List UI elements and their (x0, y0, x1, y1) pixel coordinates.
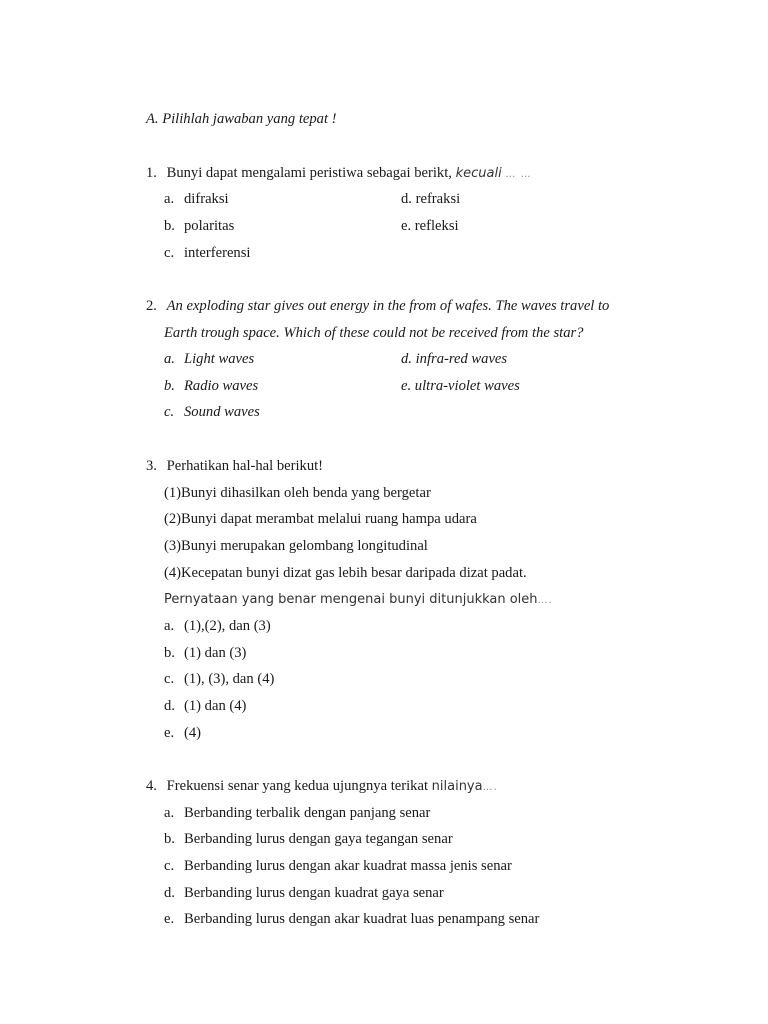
question-text-tail: nilainya (431, 779, 483, 794)
option-letter: c. (164, 245, 175, 261)
option-text: polaritas (184, 218, 235, 234)
question-2 (146, 297, 609, 315)
question-ellipsis: …. (482, 782, 498, 793)
question-emphasis: kecuali (455, 166, 502, 181)
option-letter: b. (164, 831, 175, 847)
q3-option-a (164, 617, 271, 635)
q2-option-c (164, 403, 260, 421)
option-text: Berbanding lurus dengan gaya tegangan senar (184, 831, 453, 847)
option-letter: a. (164, 191, 175, 207)
question-ellipsis: …. (537, 595, 553, 606)
option-text: (1) dan (3) (184, 645, 247, 661)
question-1 (146, 164, 532, 184)
option-letter: c. (164, 858, 175, 874)
option-letter: e. (164, 725, 175, 741)
option-text: difraksi (184, 191, 229, 207)
option-letter: a. (164, 805, 175, 821)
question-number: 1. (146, 165, 157, 181)
question-text: Bunyi dapat mengalami peristiwa sebagai berikt, (166, 165, 456, 181)
option-letter: c. (164, 671, 175, 687)
q1-option-d (401, 190, 460, 208)
option-text: interferensi (184, 245, 251, 261)
q2-option-b (164, 377, 258, 395)
option-letter: e. (164, 911, 175, 927)
q2-option-d (401, 350, 507, 368)
option-text: infra-red waves (415, 351, 508, 367)
q3-option-c (164, 670, 274, 688)
option-letter: b. (164, 378, 175, 394)
option-letter: d. (401, 191, 412, 207)
question-ellipsis: … … (505, 169, 532, 180)
question-number: 3. (146, 458, 157, 474)
question-number: 4. (146, 778, 157, 794)
question-3 (146, 457, 323, 475)
option-text: (4) (184, 725, 202, 741)
option-letter: a. (164, 618, 175, 634)
q3-option-b (164, 644, 246, 662)
q1-option-e (401, 217, 459, 235)
question-text-line-2: Earth trough space. Which of these could not be received from the star? (164, 325, 584, 341)
option-letter: b. (164, 645, 175, 661)
q1-option-c (164, 244, 250, 262)
option-text: refraksi (415, 191, 461, 207)
option-text: Berbanding lurus dengan akar kuadrat luas penampang senar (184, 911, 540, 927)
option-letter: a. (164, 351, 175, 367)
question-number: 2. (146, 298, 157, 314)
option-text: Berbanding lurus dengan akar kuadrat massa jenis senar (184, 858, 512, 874)
option-letter: b. (164, 218, 175, 234)
option-text: Sound waves (184, 404, 260, 420)
question-text-line-1: An exploding star gives out energy in the from of wafes. The waves travel to (166, 298, 610, 314)
q2-option-a (164, 350, 254, 368)
q3-statement-4: (4)Kecepatan bunyi dizat gas lebih besar daripada dizat padat. (164, 565, 527, 581)
q4-option-c (164, 857, 512, 875)
q1-option-b (164, 217, 234, 235)
option-letter: d. (164, 698, 175, 714)
q3-option-e (164, 724, 201, 742)
option-text: Berbanding terbalik dengan panjang senar (184, 805, 431, 821)
section-title: A. Pilihlah jawaban yang tepat ! (146, 111, 337, 127)
q3-statement-1: (1)Bunyi dihasilkan oleh benda yang bergetar (164, 485, 431, 501)
option-text: (1) dan (4) (184, 698, 247, 714)
option-text: (1),(2), dan (3) (184, 618, 271, 634)
option-text: Radio waves (184, 378, 259, 394)
question-prompt: Pernyataan yang benar mengenai bunyi ditunjukkan oleh (164, 592, 538, 607)
option-letter: d. (164, 885, 175, 901)
q3-prompt (164, 590, 553, 610)
q1-option-a (164, 190, 229, 208)
q3-statement-2: (2)Bunyi dapat merambat melalui ruang hampa udara (164, 511, 477, 527)
option-text: ultra-violet waves (414, 378, 520, 394)
option-letter: e. (401, 378, 412, 394)
option-text: refleksi (414, 218, 459, 234)
question-4 (146, 777, 498, 797)
option-letter: e. (401, 218, 412, 234)
option-letter: d. (401, 351, 412, 367)
q4-option-e (164, 910, 539, 928)
q2-option-e (401, 377, 520, 395)
q4-option-b (164, 830, 453, 848)
q3-statement-3: (3)Bunyi merupakan gelombang longitudinal (164, 538, 428, 554)
option-text: Light waves (184, 351, 255, 367)
option-text: (1), (3), dan (4) (184, 671, 275, 687)
q4-option-d (164, 884, 444, 902)
question-text: Frekuensi senar yang kedua ujungnya terikat (166, 778, 432, 794)
q4-option-a (164, 804, 430, 822)
option-text: Berbanding lurus dengan kuadrat gaya senar (184, 885, 444, 901)
option-letter: c. (164, 404, 175, 420)
question-text: Perhatikan hal-hal berikut! (166, 458, 324, 474)
q3-option-d (164, 697, 246, 715)
